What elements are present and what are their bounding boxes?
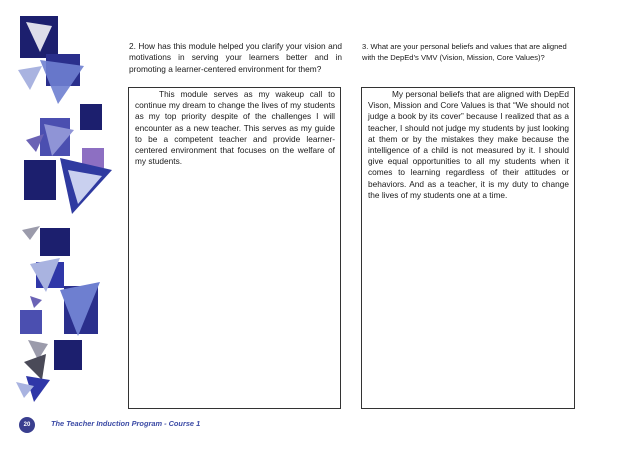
question-2: 2. How has this module helped you clarify your vision and motivations in serving your learners better and in promoting a learner-centered environment for them? (129, 41, 342, 74)
answer-box-question-3 (361, 87, 575, 409)
page-number-badge: 20 (19, 417, 35, 433)
answer-box-question-2 (128, 87, 341, 409)
decorative-geometric-border (0, 0, 130, 420)
answer-text-question-3: My personal beliefs that are aligned with DepEd Vison, Mission and Core Values is that “We should not judge a book by its cover” because I realized that as a teacher, I should not judge my students by just looking at them or by the mistakes they make because the intelligence of a child is not measured by it. I should give equal opportunities to all my students when it comes to learning regardless of their attitudes or behaviors. And as a teacher, it is my duty to change the lives of my students one at a time. (368, 89, 569, 200)
question-3: 3. What are your personal beliefs and values that are aligned with the DepEd’s VMV (Vision, Mission, Core Values)? (362, 42, 567, 63)
answer-text-question-2: This module serves as my wakeup call to continue my dream to change the lives of my students as my top priority despite of the challenges I will encounter as a new teacher. This serves as my guide to be a competent teacher and provide learner-centered environment that focuses on the welfare of my students. (135, 89, 335, 167)
footer-title: The Teacher Induction Program - Course 1 (51, 419, 201, 428)
